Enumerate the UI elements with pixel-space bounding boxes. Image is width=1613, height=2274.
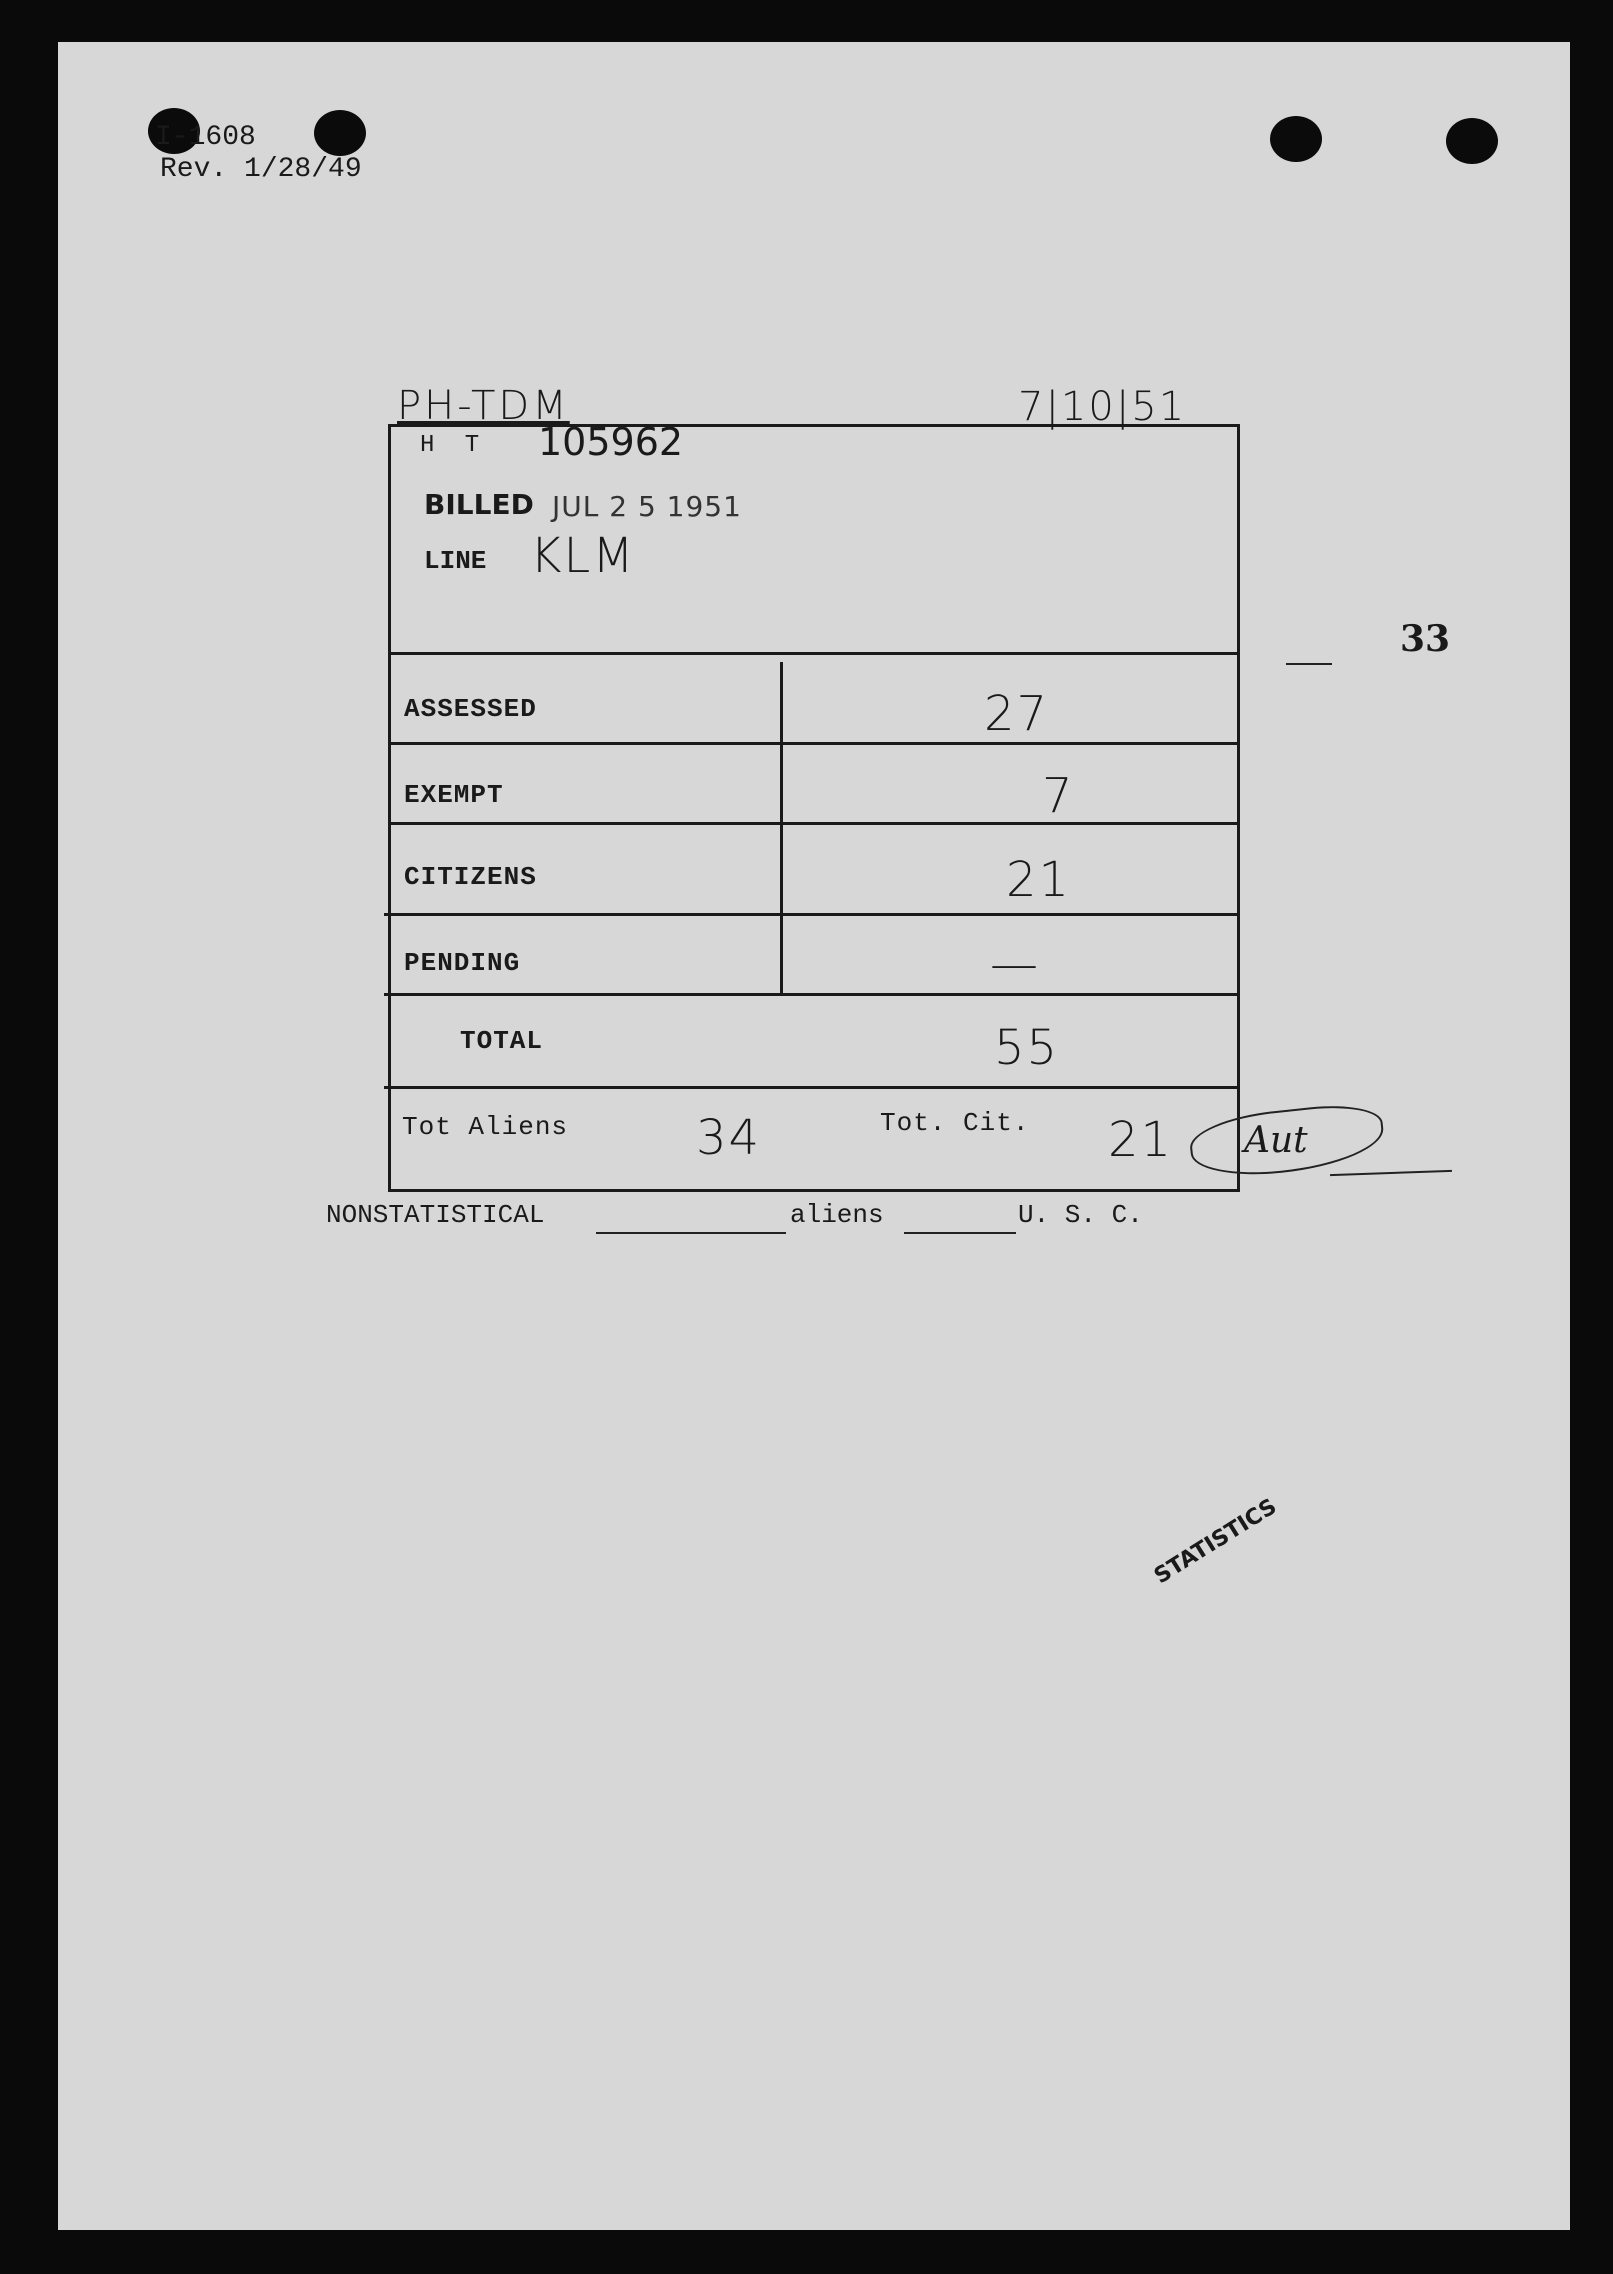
form-revision: Rev. 1/28/49 (160, 154, 362, 185)
line-value: KLM (530, 528, 636, 584)
total-value: 55 (994, 1020, 1060, 1076)
aliens-blank (904, 1232, 1016, 1234)
margin-dash (1286, 663, 1332, 665)
ht-number: 105962 (538, 420, 684, 464)
row-label-assessed: ASSESSED (404, 694, 537, 724)
row-divider (388, 822, 1240, 825)
nonstatistical-label: NONSTATISTICAL (326, 1200, 545, 1230)
row-value-exempt: 7 (1042, 768, 1075, 824)
initials: Aut (1244, 1120, 1308, 1161)
row-divider (384, 1086, 1240, 1089)
aliens-label: aliens (790, 1200, 884, 1230)
billed-label: BILLED (424, 488, 534, 521)
punch-hole (314, 110, 366, 156)
usc-label: U. S. C. (1018, 1200, 1143, 1230)
row-divider (388, 652, 1240, 655)
row-label-exempt: EXEMPT (404, 780, 504, 810)
row-divider (384, 993, 1240, 996)
row-value-citizens: 21 (1006, 852, 1072, 908)
billed-date-stamp: JUL 2 5 1951 (552, 490, 742, 523)
total-citizens-value: 21 (1108, 1112, 1174, 1168)
row-divider (384, 913, 1240, 916)
punch-hole (1270, 116, 1322, 162)
statistics-stamp: STATISTICS (1150, 1494, 1282, 1590)
ht-label: H T (420, 432, 488, 459)
total-citizens-label: Tot. Cit. (880, 1108, 1030, 1138)
column-divider (780, 662, 783, 993)
row-value-pending: — (990, 936, 1040, 992)
page-number: 33 (1400, 618, 1451, 660)
row-value-assessed: 27 (984, 686, 1050, 742)
line-label: LINE (424, 546, 487, 576)
handwritten-date: 7|10|51 (1018, 384, 1187, 430)
tally-box (388, 424, 1240, 1192)
nonstatistical-blank (596, 1232, 786, 1234)
form-number: I-1608 (155, 122, 256, 153)
row-label-citizens: CITIZENS (404, 862, 537, 892)
total-aliens-value: 34 (696, 1110, 762, 1166)
ph-code: PH-TDM (397, 383, 570, 429)
row-label-pending: PENDING (404, 948, 521, 978)
total-aliens-label: Tot Aliens (402, 1112, 569, 1142)
punch-hole (1446, 118, 1498, 164)
row-divider (388, 742, 1240, 745)
total-label: TOTAL (460, 1026, 544, 1056)
